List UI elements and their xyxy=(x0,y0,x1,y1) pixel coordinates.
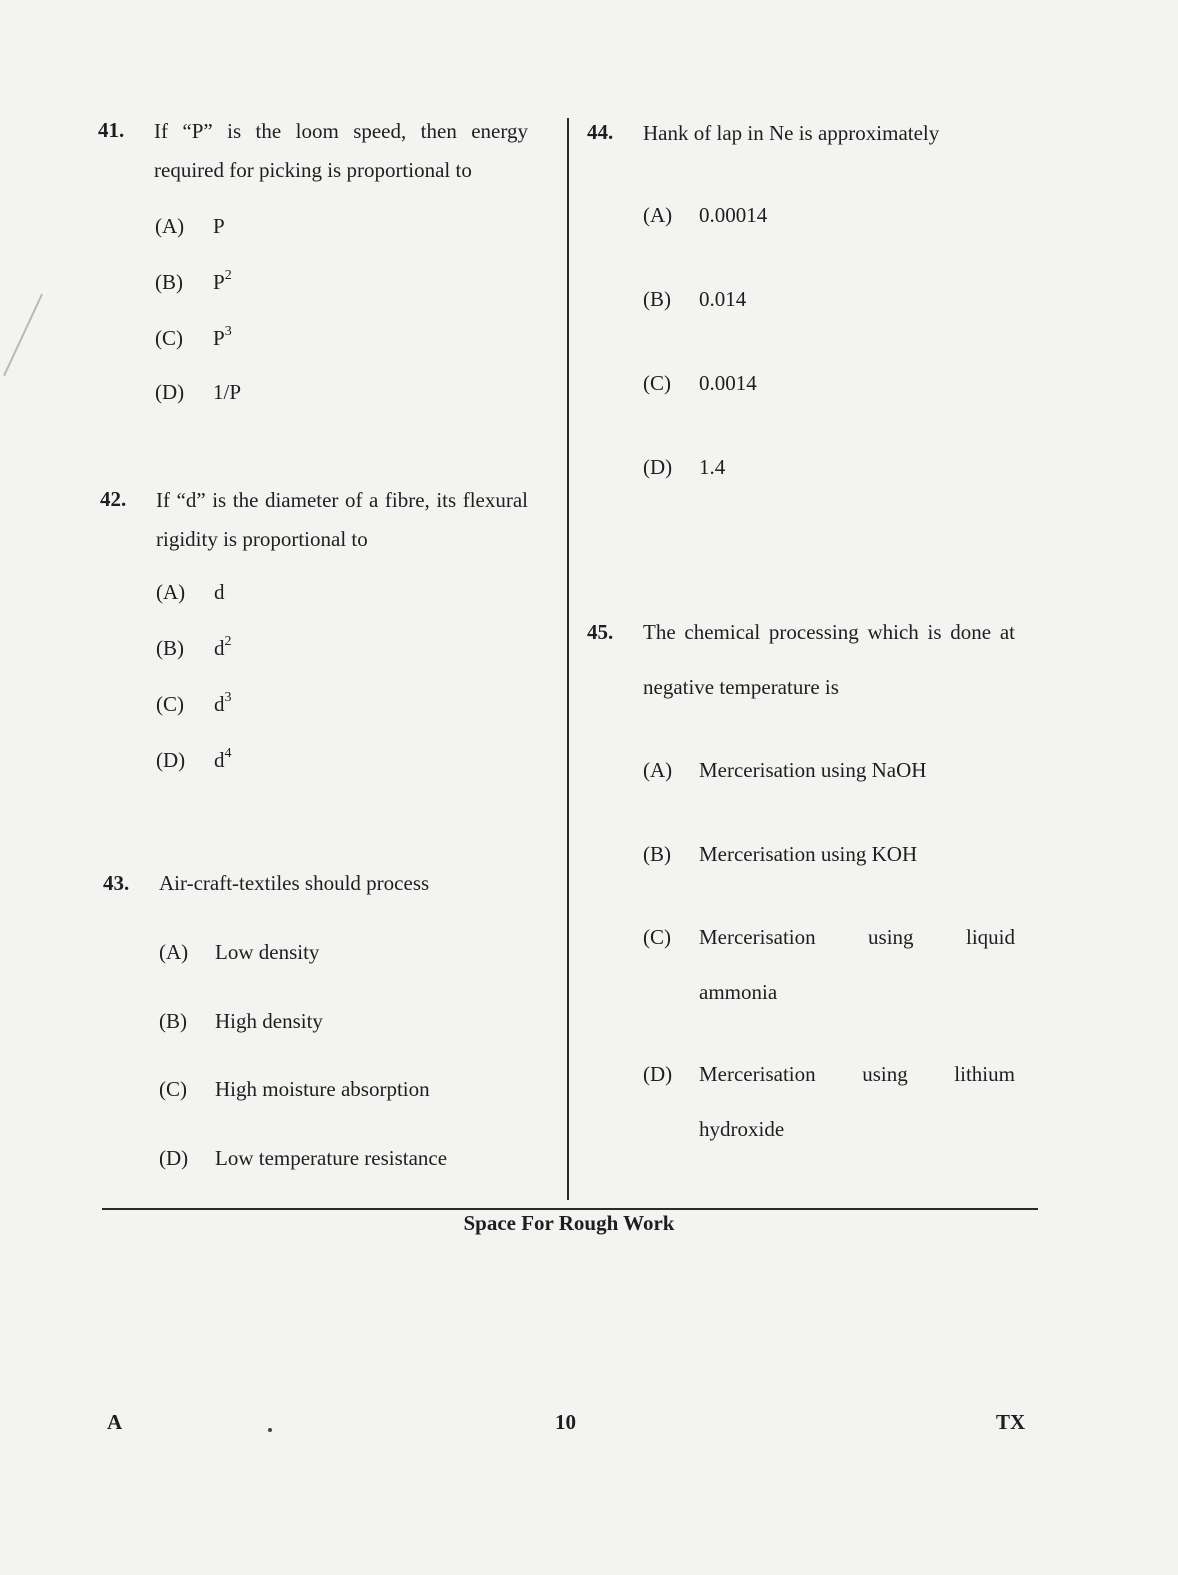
option-text: Mercerisation using NaOH xyxy=(699,758,927,782)
option-text: Low temperature resistance xyxy=(215,1146,448,1170)
option-a[interactable] xyxy=(155,214,225,239)
option-label: (C) xyxy=(643,371,671,395)
question-text: The chemical processing which is done at negative temperature is xyxy=(643,620,1015,699)
option-b[interactable] xyxy=(643,287,746,312)
option-a[interactable] xyxy=(643,203,767,228)
option-b[interactable] xyxy=(643,842,917,867)
option-text-line1 xyxy=(699,910,1015,965)
option-text: 1.4 xyxy=(699,455,726,479)
rough-work-heading: Space For Rough Work xyxy=(463,1211,675,1235)
option-text: High moisture absorption xyxy=(215,1077,430,1101)
option-label: (D) xyxy=(156,748,186,772)
question-number: 44. xyxy=(587,120,614,144)
option-text: d xyxy=(214,748,225,772)
option-text: d xyxy=(214,692,225,716)
option-c[interactable] xyxy=(159,1077,430,1102)
option-label: (A) xyxy=(643,203,673,227)
option-label: (A) xyxy=(155,214,185,238)
option-text: Low density xyxy=(215,940,320,964)
option-label: (B) xyxy=(155,270,183,294)
option-text: P xyxy=(213,270,225,294)
option-label: (C) xyxy=(156,692,184,716)
option-word: lithium xyxy=(954,1062,1015,1086)
option-text-line2: hydroxide xyxy=(699,1117,785,1141)
option-label: (D) xyxy=(643,455,673,479)
footer-subject-code: TX xyxy=(996,1410,1026,1434)
option-text: d xyxy=(214,636,225,660)
option-exponent: 2 xyxy=(224,268,232,283)
option-text: 1/P xyxy=(213,380,242,404)
question-text: If “d” is the diameter of a fibre, its flexural rigidity is proportional to xyxy=(156,488,528,551)
option-d[interactable] xyxy=(155,380,241,405)
option-text: 0.00014 xyxy=(699,203,768,227)
option-a[interactable] xyxy=(643,758,926,783)
option-text: High density xyxy=(215,1009,323,1033)
option-word: Mercerisation xyxy=(699,925,816,949)
option-exponent: 2 xyxy=(224,634,232,649)
question-number: 43. xyxy=(103,871,130,895)
option-c[interactable] xyxy=(156,692,232,717)
option-c[interactable] xyxy=(643,910,1015,1020)
question-number: 41. xyxy=(98,118,125,142)
option-d[interactable] xyxy=(156,748,232,773)
option-text: d xyxy=(214,580,225,604)
option-text-line2: ammonia xyxy=(699,980,778,1004)
option-label: (B) xyxy=(156,636,184,660)
scan-speck xyxy=(268,1428,272,1432)
option-b[interactable] xyxy=(155,270,232,295)
option-text-line1 xyxy=(699,1047,1015,1102)
option-word: liquid xyxy=(965,925,1015,949)
option-c[interactable] xyxy=(643,371,757,396)
option-b[interactable] xyxy=(159,1009,323,1034)
option-label: (C) xyxy=(159,1077,187,1101)
option-exponent: 4 xyxy=(224,746,232,761)
option-c[interactable] xyxy=(155,326,232,351)
question-text: Air-craft-textiles should process xyxy=(159,871,430,895)
option-label: (A) xyxy=(159,940,189,964)
option-exponent: 3 xyxy=(224,690,232,705)
option-label: (D) xyxy=(643,1062,673,1086)
option-label: (D) xyxy=(159,1146,189,1170)
option-label: (B) xyxy=(643,287,671,311)
question-text: If “P” is the loom speed, then energy required for picking is proportional to xyxy=(154,119,528,182)
option-b[interactable] xyxy=(156,636,232,661)
option-text: 0.0014 xyxy=(699,371,757,395)
option-label: (C) xyxy=(643,925,671,949)
footer-series-code: A xyxy=(107,1410,123,1434)
option-text: P xyxy=(213,326,225,350)
option-label: (C) xyxy=(155,326,183,350)
option-label: (B) xyxy=(159,1009,187,1033)
option-word: Mercerisation xyxy=(699,1062,816,1086)
column-divider xyxy=(567,118,569,1200)
option-text: P xyxy=(213,214,225,238)
option-label: (D) xyxy=(155,380,185,404)
option-label: (B) xyxy=(643,842,671,866)
question-number: 45. xyxy=(587,620,614,644)
option-a[interactable] xyxy=(159,940,319,965)
margin-pen-mark xyxy=(3,294,43,376)
rough-work-rule xyxy=(102,1208,1038,1210)
option-d[interactable] xyxy=(643,1047,1015,1157)
option-label: (A) xyxy=(643,758,673,782)
option-exponent: 3 xyxy=(224,324,232,339)
option-word: using xyxy=(862,1062,908,1086)
option-d[interactable] xyxy=(643,455,725,480)
option-a[interactable] xyxy=(156,580,225,605)
option-text: 0.014 xyxy=(699,287,747,311)
option-d[interactable] xyxy=(159,1146,447,1171)
option-text: Mercerisation using KOH xyxy=(699,842,918,866)
question-text: Hank of lap in Ne is approximately xyxy=(643,121,940,145)
option-label: (A) xyxy=(156,580,186,604)
question-number: 42. xyxy=(100,487,127,511)
page-number: 10 xyxy=(555,1410,576,1434)
option-word: using xyxy=(868,925,914,949)
